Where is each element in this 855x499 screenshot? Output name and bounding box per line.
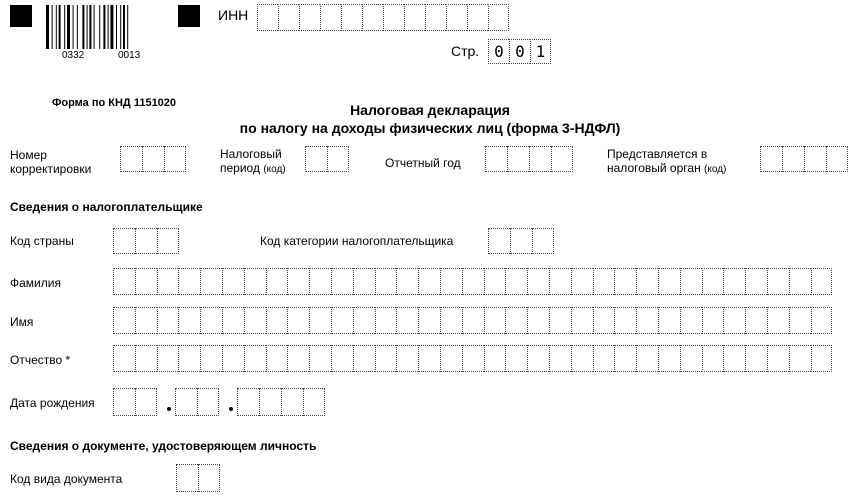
input-cell[interactable] [527,268,549,295]
input-cell[interactable] [767,268,789,295]
input-cell[interactable] [135,345,157,372]
input-cell[interactable] [462,268,484,295]
input-cell[interactable] [198,464,220,492]
input-cell[interactable] [197,388,219,416]
input-cell[interactable] [702,307,724,334]
input-cell[interactable] [505,345,527,372]
input-cell[interactable] [418,268,440,295]
input-cell[interactable] [157,228,179,254]
input-cell[interactable] [507,146,529,172]
input-cell[interactable] [527,345,549,372]
input-cell[interactable] [135,268,157,295]
input-cell[interactable] [446,4,467,31]
input-cell[interactable] [135,388,157,416]
input-cell[interactable] [614,268,636,295]
input-cell[interactable] [505,307,527,334]
registration-marker-right [178,5,200,27]
input-cell[interactable] [418,307,440,334]
barcode-code-right: 0013 [118,50,141,61]
barcode-bar [46,5,49,49]
input-cell[interactable] [135,307,157,334]
input-cell[interactable] [222,345,244,372]
barcode-bar [87,5,88,49]
input-cell[interactable] [331,345,353,372]
input-cell[interactable] [113,345,135,372]
input-cell[interactable] [142,146,164,172]
form-knd: Форма по КНД 1151020 [52,97,177,109]
input-cell[interactable] [222,307,244,334]
input-cell[interactable] [723,268,745,295]
input-cell[interactable] [287,345,309,372]
birth-date-label: Дата рождения [10,396,95,410]
taxpayer-section-heading: Сведения о налогоплательщике [10,200,203,214]
input-cell[interactable] [484,345,506,372]
input-cell[interactable] [175,388,197,416]
report-year-field[interactable] [485,146,573,172]
country-code-label: Код страны [10,234,74,248]
registration-marker-left [10,5,32,27]
input-cell[interactable] [257,4,278,31]
input-cell[interactable] [353,307,375,334]
surname-label: Фамилия [10,276,61,290]
input-cell[interactable] [341,4,362,31]
input-cell[interactable] [200,345,222,372]
input-cell[interactable] [571,268,593,295]
input-cell[interactable] [767,307,789,334]
input-cell[interactable] [614,307,636,334]
barcode-bar [73,5,74,49]
input-cell[interactable] [157,268,179,295]
input-cell[interactable] [244,268,266,295]
input-cell[interactable] [680,307,702,334]
input-cell[interactable] [680,268,702,295]
input-cell[interactable] [462,307,484,334]
input-cell[interactable] [266,268,288,295]
tax-office-field[interactable] [760,146,848,172]
input-cell[interactable] [266,345,288,372]
input-cell[interactable] [178,307,200,334]
birth-month-field[interactable] [175,388,219,416]
input-cell[interactable] [135,228,157,254]
input-cell[interactable] [723,307,745,334]
surname-field[interactable] [113,268,832,295]
input-cell[interactable] [266,307,288,334]
input-cell[interactable] [745,307,767,334]
input-cell[interactable] [281,388,303,416]
input-cell[interactable] [614,345,636,372]
input-cell[interactable] [305,146,327,172]
page-number-field[interactable] [488,39,551,64]
barcode-bar [116,5,117,49]
tax-period-label: Налоговый период (код) [220,147,286,175]
barcode [46,5,158,49]
input-cell[interactable] [396,345,418,372]
input-cell[interactable] [767,345,789,372]
input-cell[interactable] [636,307,658,334]
barcode-bar [127,5,128,49]
input-cell[interactable] [278,4,299,31]
barcode-code-left: 0332 [62,50,85,61]
input-cell[interactable] [680,345,702,372]
input-cell[interactable] [532,228,554,254]
input-cell[interactable] [484,268,506,295]
barcode-bar [67,5,70,49]
tax-period-field[interactable] [305,146,349,172]
barcode-bar [82,5,84,49]
input-cell[interactable] [440,307,462,334]
input-cell[interactable] [484,307,506,334]
title-line-1: Налоговая декларация [350,102,510,118]
input-cell[interactable] [176,464,198,492]
input-cell[interactable] [571,345,593,372]
input-cell[interactable] [826,146,848,172]
input-cell[interactable] [505,268,527,295]
input-cell[interactable] [527,307,549,334]
input-cell[interactable] [362,4,383,31]
input-cell[interactable] [113,268,135,295]
inn-label: ИНН [218,7,249,23]
input-cell[interactable]: 0 [488,39,509,64]
input-cell[interactable] [353,345,375,372]
barcode-bar [120,5,121,49]
first-name-field[interactable] [113,307,832,334]
input-cell[interactable] [309,345,331,372]
barcode-bar [77,5,78,49]
input-cell[interactable] [549,307,571,334]
barcode-bar [89,5,91,49]
barcode-bar [59,5,61,49]
barcode-bar [123,5,125,49]
input-cell[interactable] [244,307,266,334]
correction-number-label: Номер корректировки [10,148,92,176]
input-cell[interactable] [178,345,200,372]
barcode-bar [99,5,100,49]
input-cell[interactable] [303,388,325,416]
document-type-code-label: Код вида документа [10,472,123,486]
input-cell[interactable] [462,345,484,372]
input-cell[interactable] [244,345,266,372]
input-cell[interactable] [259,388,281,416]
input-cell[interactable] [320,4,341,31]
input-cell[interactable] [287,307,309,334]
input-cell[interactable] [120,146,142,172]
input-cell[interactable] [658,345,680,372]
input-cell[interactable] [200,307,222,334]
input-cell[interactable] [157,345,179,372]
input-cell[interactable] [440,345,462,372]
input-cell[interactable] [658,268,680,295]
input-cell[interactable]: 0 [509,39,530,64]
input-cell[interactable] [811,268,833,295]
input-cell[interactable] [375,307,397,334]
input-cell[interactable] [383,4,404,31]
input-cell[interactable] [636,345,658,372]
barcode-bar [52,5,53,49]
birth-day-field[interactable] [113,388,157,416]
input-cell[interactable] [745,345,767,372]
input-cell[interactable] [702,345,724,372]
input-cell[interactable] [551,146,573,172]
title-line-2: по налогу на доходы физических лиц (форма 3-НДФЛ) [239,120,621,136]
document-type-code-field[interactable] [176,464,220,492]
page-label: Стр. [451,43,480,59]
input-cell[interactable] [309,307,331,334]
barcode-bar [64,5,65,49]
input-cell[interactable] [113,388,135,416]
barcode-bar [108,5,109,49]
input-cell[interactable] [113,228,135,254]
input-cell[interactable] [396,307,418,334]
input-cell[interactable] [636,268,658,295]
input-cell[interactable] [418,345,440,372]
input-cell[interactable] [549,268,571,295]
input-cell[interactable] [440,268,462,295]
input-cell[interactable] [510,228,532,254]
tax-office-label: Представляется в налоговый орган (код) [607,147,727,175]
input-cell[interactable] [299,4,320,31]
input-cell[interactable] [811,307,833,334]
input-cell[interactable] [658,307,680,334]
input-cell[interactable] [353,268,375,295]
input-cell[interactable] [200,268,222,295]
input-cell[interactable] [375,345,397,372]
input-cell[interactable] [571,307,593,334]
input-cell[interactable] [549,345,571,372]
input-cell[interactable] [309,268,331,295]
input-cell[interactable] [745,268,767,295]
report-year-label: Отчетный год [385,156,461,170]
input-cell[interactable] [593,268,615,295]
date-separator-dot [167,407,171,411]
input-cell[interactable] [593,307,615,334]
barcode-bar [56,5,57,49]
input-cell[interactable] [237,388,259,416]
document-section-heading: Сведения о документе, удостоверяющем личность [10,439,317,453]
barcode-bar [94,5,95,49]
input-cell[interactable] [287,268,309,295]
birth-year-field[interactable] [237,388,325,416]
input-cell[interactable] [789,345,811,372]
input-cell[interactable] [593,345,615,372]
input-cell[interactable] [789,307,811,334]
input-cell[interactable] [404,4,425,31]
input-cell[interactable] [331,268,353,295]
input-cell[interactable] [222,268,244,295]
inn-field[interactable] [257,4,509,31]
input-cell[interactable] [327,146,349,172]
barcode-bar [110,5,113,49]
input-cell[interactable] [425,4,446,31]
country-code-field[interactable] [113,228,179,254]
input-cell[interactable] [488,4,509,31]
input-cell[interactable] [811,345,833,372]
input-cell[interactable] [331,307,353,334]
input-cell[interactable] [375,268,397,295]
input-cell[interactable]: 1 [530,39,551,64]
document-title [190,101,670,137]
input-cell[interactable] [113,307,135,334]
input-cell[interactable] [467,4,488,31]
input-cell[interactable] [702,268,724,295]
date-separator-dot [229,407,233,411]
first-name-label: Имя [10,315,34,329]
input-cell[interactable] [760,146,782,172]
input-cell[interactable] [157,307,179,334]
input-cell[interactable] [488,228,510,254]
taxpayer-category-label: Код категории налогоплательщика [260,234,454,248]
input-cell[interactable] [804,146,826,172]
patronymic-field[interactable] [113,345,832,372]
input-cell[interactable] [164,146,186,172]
input-cell[interactable] [529,146,551,172]
input-cell[interactable] [178,268,200,295]
barcode-bar [103,5,105,49]
patronymic-label: Отчество * [10,353,71,367]
input-cell[interactable] [723,345,745,372]
input-cell[interactable] [782,146,804,172]
taxpayer-category-field[interactable] [488,228,554,254]
correction-number-field[interactable] [120,146,186,172]
input-cell[interactable] [485,146,507,172]
input-cell[interactable] [396,268,418,295]
input-cell[interactable] [789,268,811,295]
